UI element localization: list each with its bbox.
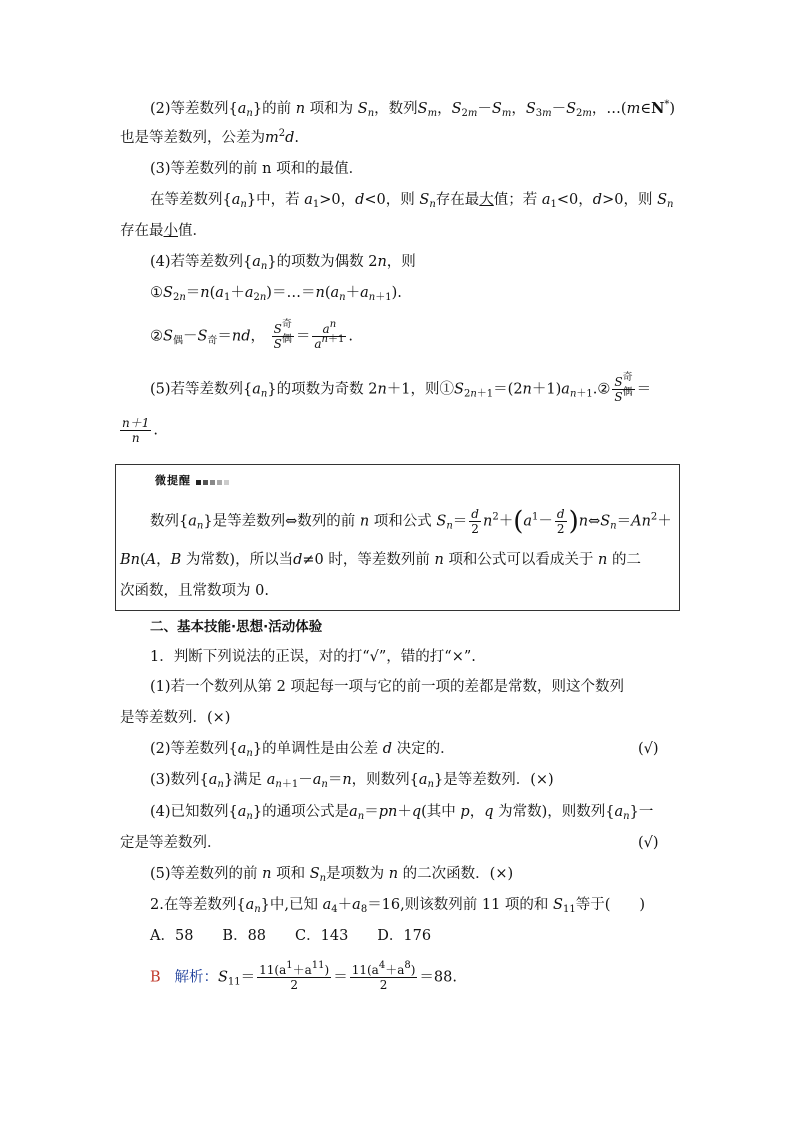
para-4-line1: (4)若等差数列$\{a_n\}$的项数为偶数 2n，则 (150, 254, 416, 272)
fraction-s-odd-over-s-even: $\frac{S^奇}{S^偶}$ (273, 319, 292, 351)
q1-s5: (5)等差数列的前 n 项和 $S_n$是项数为 n 的二次函数．(×) (150, 866, 514, 884)
answer-label: 解析： (174, 969, 218, 986)
tip-dot (217, 480, 222, 485)
para-3: (3)等差数列的前 n 项和的最值． (150, 161, 364, 177)
q1-s2-mark: (√) (638, 741, 659, 757)
para-4-eq2: $②S_偶-S_奇=nd$， $\frac{S^奇}{S^偶}$ ＝ $\frac{a^n}{a^{n+1}}$ . (150, 319, 353, 351)
fraction-an-over-an1: $\frac{a^n}{a^{n+1}}$ (314, 319, 345, 351)
tip-line3: 次函数，且常数项为 0. (120, 583, 269, 599)
para-5-line2: $\frac{n+1}{n}$ . (122, 416, 158, 445)
q1-stem: 1．判断下列说法的正误，对的打“√”，错的打“×”. (150, 649, 476, 665)
q1-s4-mark: (√) (638, 835, 659, 851)
tip-dot (210, 480, 215, 485)
q1-s1-line1: (1)若一个数列从第 2 项起每一项与它的前一项的差都是常数，则这个数列 (150, 679, 624, 695)
q1-s2: (2)等差数列$\{a_n\}$的单调性是由公差 d 决定的． (150, 741, 455, 759)
q2-options: A．58 B．88 C．143 D．176 (150, 928, 432, 944)
fraction-s-odd-over-s-even-2: $\frac{S^奇}{S^偶}$ (614, 372, 633, 404)
q1-s4-line1: (4)已知数列$\{a_n\}$的通项公式是$a_n=pn+q$(其中 p，q 为常数)，则数列$\{a_n\}$一 (150, 804, 654, 822)
tip-dot (196, 480, 201, 485)
tip-dot (203, 480, 208, 485)
tip-line2: Bn(A，B 为常数)，所以当d≠0 时，等差数列前 n 项和公式可以看成关于 n 的二 (120, 552, 641, 568)
q1-s4-line2: 定是等差数列． (120, 835, 222, 851)
fraction-n1-over-n: $\frac{n+1}{n}$ (122, 416, 150, 445)
tip-title: 微提醒 (155, 472, 231, 488)
para-3b-line1: 在等差数列$\{a_n\}$中，若 $a_1>0$，d<0，则 $S_n$存在最大值；若 $a_1<0$，d>0，则 $S_n$ (150, 192, 674, 210)
tip-line1: 数列$\{a_n\}$是等差数列⇔数列的前 n 项和公式 $S_n=$ $\frac{d}{2}$ $n^2+(a^1-$ $\frac{d}{2}$ )$n\Leftrightarrow S_n=An^2+$ (150, 506, 672, 537)
q2-answer: B 解析：$S_{11}=$ $\frac{11(a^1+a^{11})}{2}$ ＝ $\frac{11(a^4+a^8)}{2}$ ＝88. (150, 960, 457, 992)
q1-s3: (3)数列$\{a_n\}$满足 $a_{n+1}-a_n=n$，则数列$\{a_n\}$是等差数列．(×) (150, 772, 554, 790)
para-3b-line2: 存在最小值． (120, 223, 207, 239)
para-5-line1: (5)若等差数列$\{a_n\}$的项数为奇数 2n＋1，则$①S_{2n+1}=(2n+1)a_{n+1}.②$ $\frac{S^奇}{S^偶}$ ＝ (150, 372, 652, 404)
q2-stem: 2.在等差数列$\{a_n\}$中,已知 $a_4+a_8=16$,则该数列前 11 项的和 $S_{11}$等于( ) (150, 897, 646, 915)
answer-fraction-1: $\frac{11(a^1+a^{11})}{2}$ (259, 960, 330, 992)
para-2-line1: (2)等差数列$\{a_n\}$的前 n 项和为 $S_n$，数列$S_m$，$S_{2m}-S_m$，$S_{3m}-S_{2m}$，…(m∈N*) (150, 99, 675, 119)
answer-fraction-2: $\frac{11(a^4+a^8)}{2}$ (351, 960, 416, 992)
q1-s1-line2: 是等差数列．(×) (120, 710, 231, 726)
answer-letter: B (150, 969, 161, 986)
tip-dots-decoration (196, 475, 231, 488)
tip-dot (224, 480, 229, 485)
para-4-eq1: $①S_{2n}=n(a_1+a_{2n})=\dots=n(a_n+a_{n+1})$. (150, 285, 402, 303)
section-title: 二、基本技能·思想·活动体验 (150, 619, 323, 635)
para-2-line2: 也是等差数列，公差为$m^2d$. (120, 128, 300, 146)
